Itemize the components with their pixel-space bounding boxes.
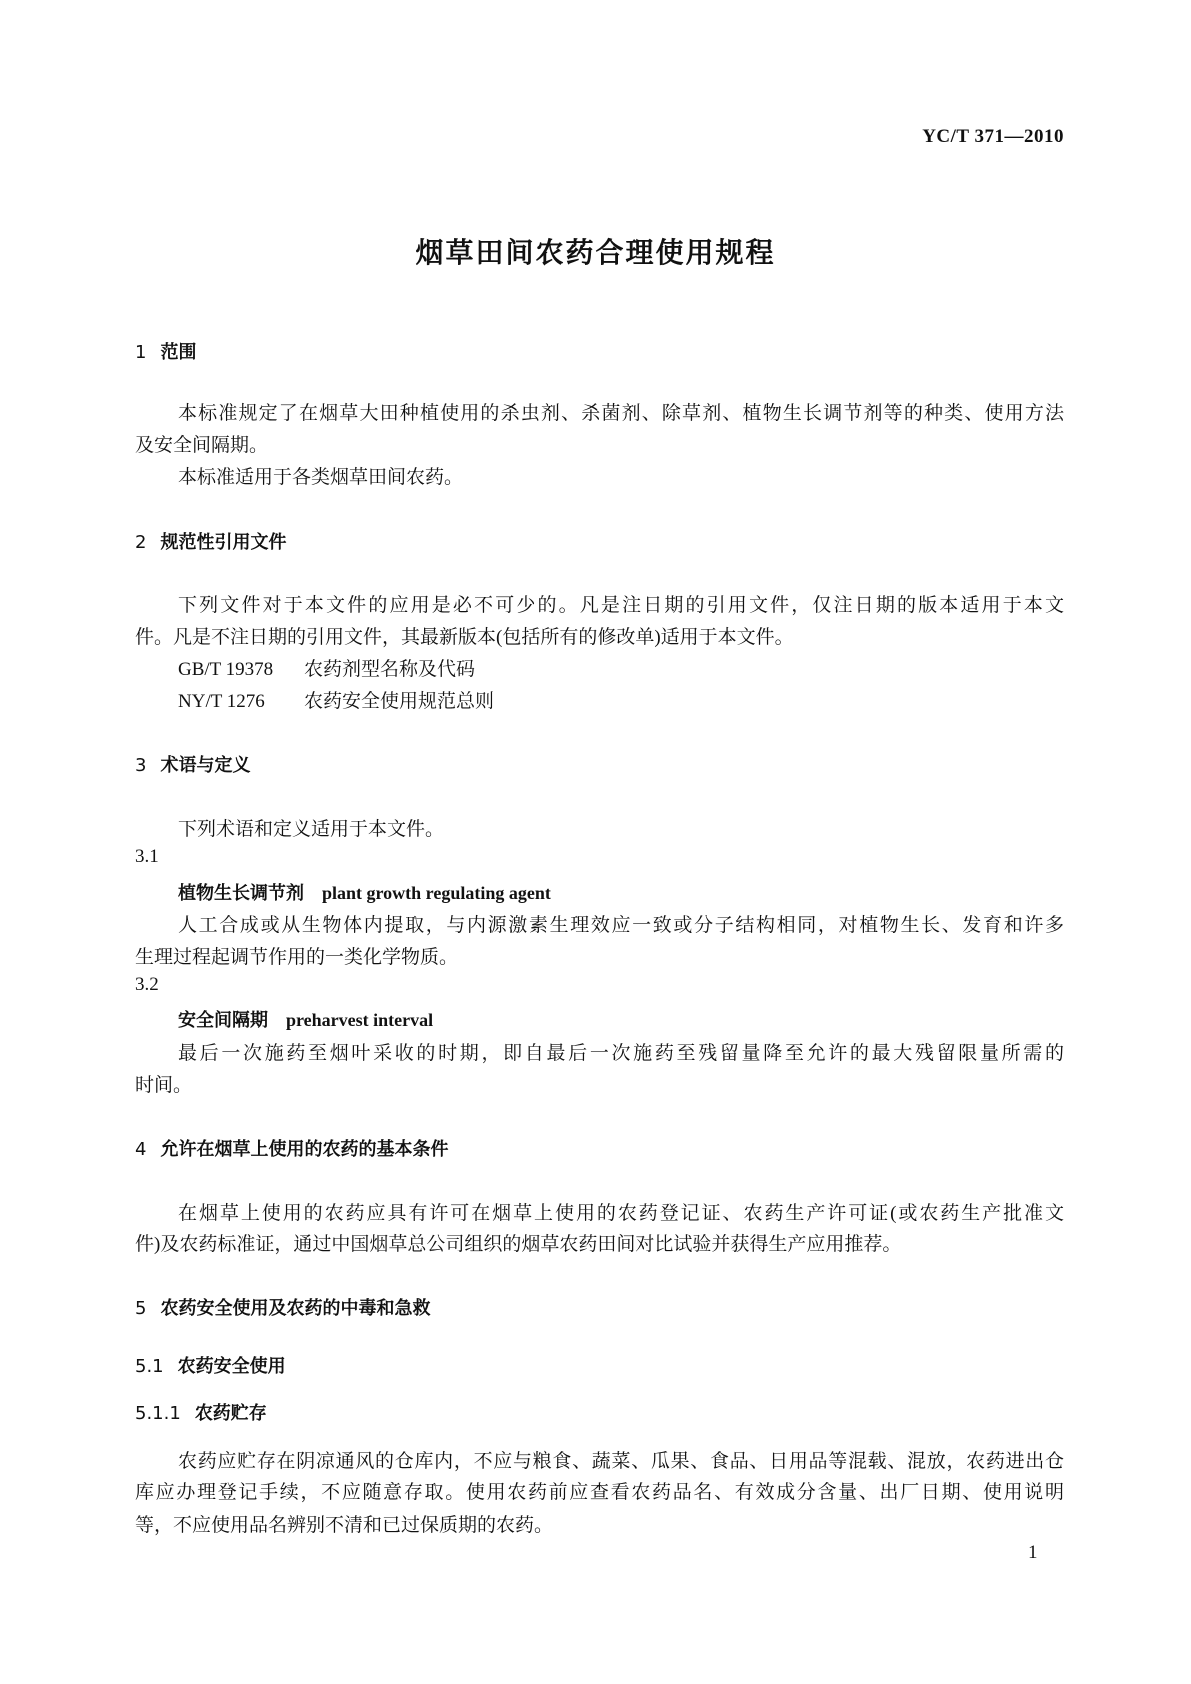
definition-line: 最后一次施药至烟叶采收的时期，即自最后一次施药至残留量降至允许的最大残留限量所需的 bbox=[178, 1043, 1064, 1064]
section-number: 2 bbox=[135, 532, 147, 553]
term-name bbox=[178, 1006, 433, 1032]
reference-code: GB/T 19378 bbox=[178, 659, 274, 680]
section-title: 允许在烟草上使用的农药的基本条件 bbox=[160, 1139, 449, 1160]
paragraph-line: 农药应贮存在阴凉通风的仓库内，不应与粮食、蔬菜、瓜果、食品、日用品等混载、混放，农药进出仓 bbox=[178, 1451, 1064, 1472]
paragraph-line: 及安全间隔期。 bbox=[135, 435, 269, 456]
section-5-1-1-heading bbox=[135, 1399, 267, 1425]
term-zh: 安全间隔期 bbox=[178, 1010, 268, 1030]
reference-title: 农药剂型名称及代码 bbox=[304, 659, 476, 680]
section-title: 农药贮存 bbox=[194, 1403, 267, 1424]
section-number: 5 bbox=[135, 1298, 147, 1319]
section-number: 3 bbox=[135, 755, 147, 776]
term-number: 3.2 bbox=[135, 974, 159, 995]
definition-line: 时间。 bbox=[135, 1075, 193, 1096]
term-number: 3.1 bbox=[135, 846, 159, 867]
section-1-heading bbox=[135, 338, 196, 364]
section-title: 范围 bbox=[160, 342, 197, 363]
paragraph-line: 等，不应使用品名辨别不清和已过保质期的农药。 bbox=[135, 1515, 554, 1536]
section-3-heading bbox=[135, 751, 250, 777]
term-en: preharvest interval bbox=[286, 1010, 434, 1030]
normative-reference bbox=[178, 686, 494, 713]
standard-number: YC/T 371—2010 bbox=[922, 126, 1064, 147]
reference-code: NY/T 1276 bbox=[178, 691, 265, 712]
normative-reference bbox=[178, 654, 475, 681]
term-en: plant growth regulating agent bbox=[322, 883, 551, 903]
document-title: 烟草田间农药合理使用规程 bbox=[415, 236, 776, 269]
section-title: 规范性引用文件 bbox=[160, 532, 287, 553]
section-title: 农药安全使用 bbox=[177, 1356, 286, 1377]
paragraph-line: 下列文件对于本文件的应用是必不可少的。凡是注日期的引用文件，仅注日期的版本适用于本文 bbox=[178, 595, 1064, 616]
section-4-heading bbox=[135, 1135, 448, 1161]
paragraph-line: 下列术语和定义适用于本文件。 bbox=[178, 819, 445, 840]
section-number: 5.1.1 bbox=[135, 1403, 181, 1424]
section-2-heading bbox=[135, 528, 286, 554]
paragraph-line: 库应办理登记手续，不应随意存取。使用农药前应查看农药品名、有效成分含量、出厂日期、使用说明 bbox=[135, 1482, 1064, 1503]
section-number: 4 bbox=[135, 1139, 147, 1160]
reference-title: 农药安全使用规范总则 bbox=[304, 691, 495, 712]
paragraph-line: 本标准适用于各类烟草田间农药。 bbox=[178, 467, 464, 488]
definition-line: 生理过程起调节作用的一类化学物质。 bbox=[135, 947, 459, 968]
paragraph-line: 本标准规定了在烟草大田种植使用的杀虫剂、杀菌剂、除草剂、植物生长调节剂等的种类、使用方法 bbox=[178, 403, 1064, 424]
section-number: 1 bbox=[135, 342, 147, 363]
section-title: 农药安全使用及农药的中毒和急救 bbox=[160, 1298, 431, 1319]
paragraph-line: 件。凡是不注日期的引用文件，其最新版本(包括所有的修改单)适用于本文件。 bbox=[135, 627, 794, 648]
paragraph-line: 件)及农药标准证，通过中国烟草总公司组织的烟草农药田间对比试验并获得生产应用推荐。 bbox=[135, 1234, 902, 1255]
definition-line: 人工合成或从生物体内提取，与内源激素生理效应一致或分子结构相同，对植物生长、发育和许多 bbox=[178, 915, 1064, 936]
paragraph-line: 在烟草上使用的农药应具有许可在烟草上使用的农药登记证、农药生产许可证(或农药生产批准文 bbox=[178, 1203, 1064, 1224]
section-5-1-heading bbox=[135, 1352, 286, 1378]
section-title: 术语与定义 bbox=[160, 755, 251, 776]
term-zh: 植物生长调节剂 bbox=[178, 883, 304, 903]
section-number: 5.1 bbox=[135, 1356, 164, 1377]
term-name bbox=[178, 879, 551, 905]
section-5-heading bbox=[135, 1294, 430, 1320]
page-number: 1 bbox=[1028, 1542, 1038, 1563]
